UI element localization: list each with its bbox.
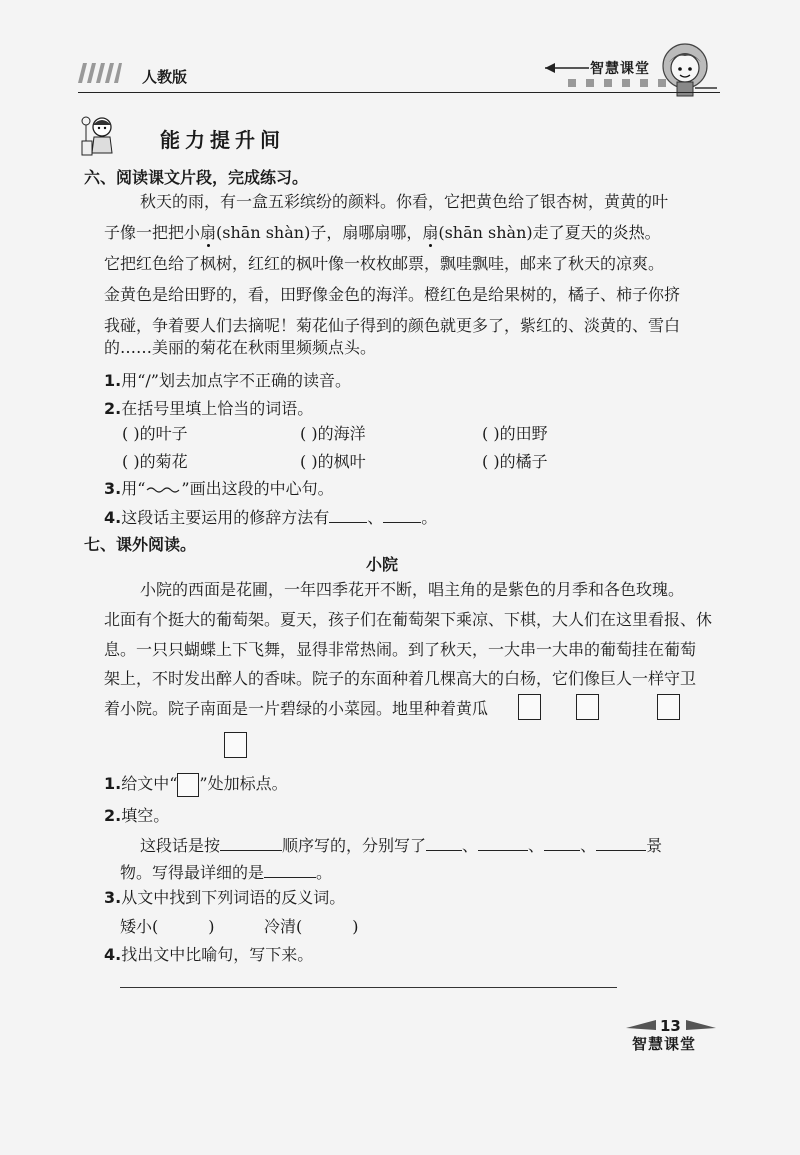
q7-heading: 七、课外阅读。 [84, 535, 197, 554]
punctuation-box-3[interactable] [657, 694, 680, 720]
punctuation-box-4[interactable] [224, 732, 247, 758]
scene-blank-2[interactable] [478, 836, 528, 851]
rhetoric-blank-1[interactable] [329, 508, 367, 523]
q7-item-2-line-1: 这段话是按 顺序写的，分别写了 、 、 、 景 [140, 836, 663, 855]
edition-label: 人教版 [142, 68, 188, 86]
scene-blank-4[interactable] [596, 836, 646, 851]
q6-line-5: 我碰，争着要人们去摘呢！菊花仙子得到的颜色就更多了，紫红的、淡黄的、雪白 [104, 316, 681, 335]
punctuation-box-sample [177, 773, 199, 797]
fill-blank-leaves[interactable]: ( )的叶子 [122, 424, 188, 443]
q7-item-2: 2.填空。 [104, 806, 170, 825]
scene-blank-1[interactable] [426, 836, 462, 851]
section-title: 能力提升间 [160, 128, 285, 152]
q7-line-4: 架上，不时发出醉人的香味。院子的东面种着几棵高大的白杨，它们像巨人一样守卫 [104, 669, 697, 688]
q6-item-1: 1.用“/”划去加点字不正确的读音。 [104, 371, 351, 390]
punctuation-box-2[interactable] [576, 694, 599, 720]
q7-line-5: 着小院。院子南面是一片碧绿的小菜园。地里种着黄瓜 [104, 699, 489, 718]
fill-blank-maple-leaf[interactable]: ( )的枫叶 [300, 452, 366, 471]
q6-line-6: 的……美丽的菊花在秋雨里频频点头。 [104, 338, 377, 357]
q7-item-4: 4.找出文中比喻句，写下来。 [104, 945, 314, 964]
answer-line[interactable] [120, 987, 617, 988]
punctuation-box-1[interactable] [518, 694, 541, 720]
fill-blank-field[interactable]: ( )的田野 [482, 424, 548, 443]
q7-line-1: 小院的西面是花圃，一年四季花开不断，唱主角的是紫色的月季和各色玫瑰。 [140, 580, 685, 599]
q6-line-1: 秋天的雨，有一盒五彩缤纷的颜料。你看，它把黄色给了银杏树，黄黄的叶 [140, 192, 669, 211]
footer-brand: 智慧课堂 [632, 1035, 697, 1053]
q7-line-2: 北面有个挺大的葡萄架。夏天，孩子们在葡萄架下乘凉、下棋，大人们在这里看报、休 [104, 610, 713, 629]
q7-line-3: 息。一只只蝴蝶上下飞舞，显得非常热闹。到了秋天，一大串一大串的葡萄挂在葡萄 [104, 640, 697, 659]
q6-item-3: 3.用“ ”画出这段的中心句。 [104, 479, 334, 498]
scene-blank-3[interactable] [544, 836, 580, 851]
antonym-short[interactable]: 矮小( ) [120, 917, 215, 936]
q6-item-2: 2.在括号里填上恰当的词语。 [104, 399, 314, 418]
header-stripes-decoration [78, 63, 122, 83]
mascot-girl-icon [655, 40, 721, 100]
most-detailed-blank[interactable] [264, 863, 316, 878]
order-blank[interactable] [220, 836, 282, 851]
wavy-underline-icon [145, 480, 181, 494]
rhetoric-blank-2[interactable] [383, 508, 421, 523]
fill-blank-ocean[interactable]: ( )的海洋 [300, 424, 366, 443]
q7-item-2-line-2: 物。写得最详细的是 。 [120, 863, 333, 882]
q7-item-3: 3.从文中找到下列词语的反义词。 [104, 888, 346, 907]
antonym-quiet[interactable]: 冷清( ) [264, 917, 359, 936]
girl-reading-icon [78, 115, 118, 159]
header-arrow-icon [545, 62, 589, 74]
q6-line-4: 金黄色是给田野的，看，田野像金色的海洋。橙红色是给果树的，橘子、柿子你挤 [104, 285, 681, 304]
q7-item-1: 1.给文中“ ”处加标点。 [104, 771, 288, 797]
q6-item-4: 4.这段话主要运用的修辞方法有 、 。 [104, 508, 438, 527]
header-rule [78, 92, 720, 93]
q6-line-3: 它把红色给了枫树，红红的枫叶像一枚枚邮票，飘哇飘哇，邮来了秋天的凉爽。 [104, 254, 665, 273]
story-title: 小院 [366, 555, 399, 574]
q6-heading: 六、阅读课文片段，完成练习。 [84, 168, 309, 187]
page-number: 13 [660, 1017, 681, 1035]
header-brand: 智慧课堂 [590, 61, 650, 77]
fill-blank-orange[interactable]: ( )的橘子 [482, 452, 548, 471]
fill-blank-chrysanthemum[interactable]: ( )的菊花 [122, 452, 188, 471]
q6-line-2: 子像一把把小扇(shān shàn)子，扇哪扇哪，扇(shān shàn)走了夏天的炎热。 [104, 223, 661, 242]
